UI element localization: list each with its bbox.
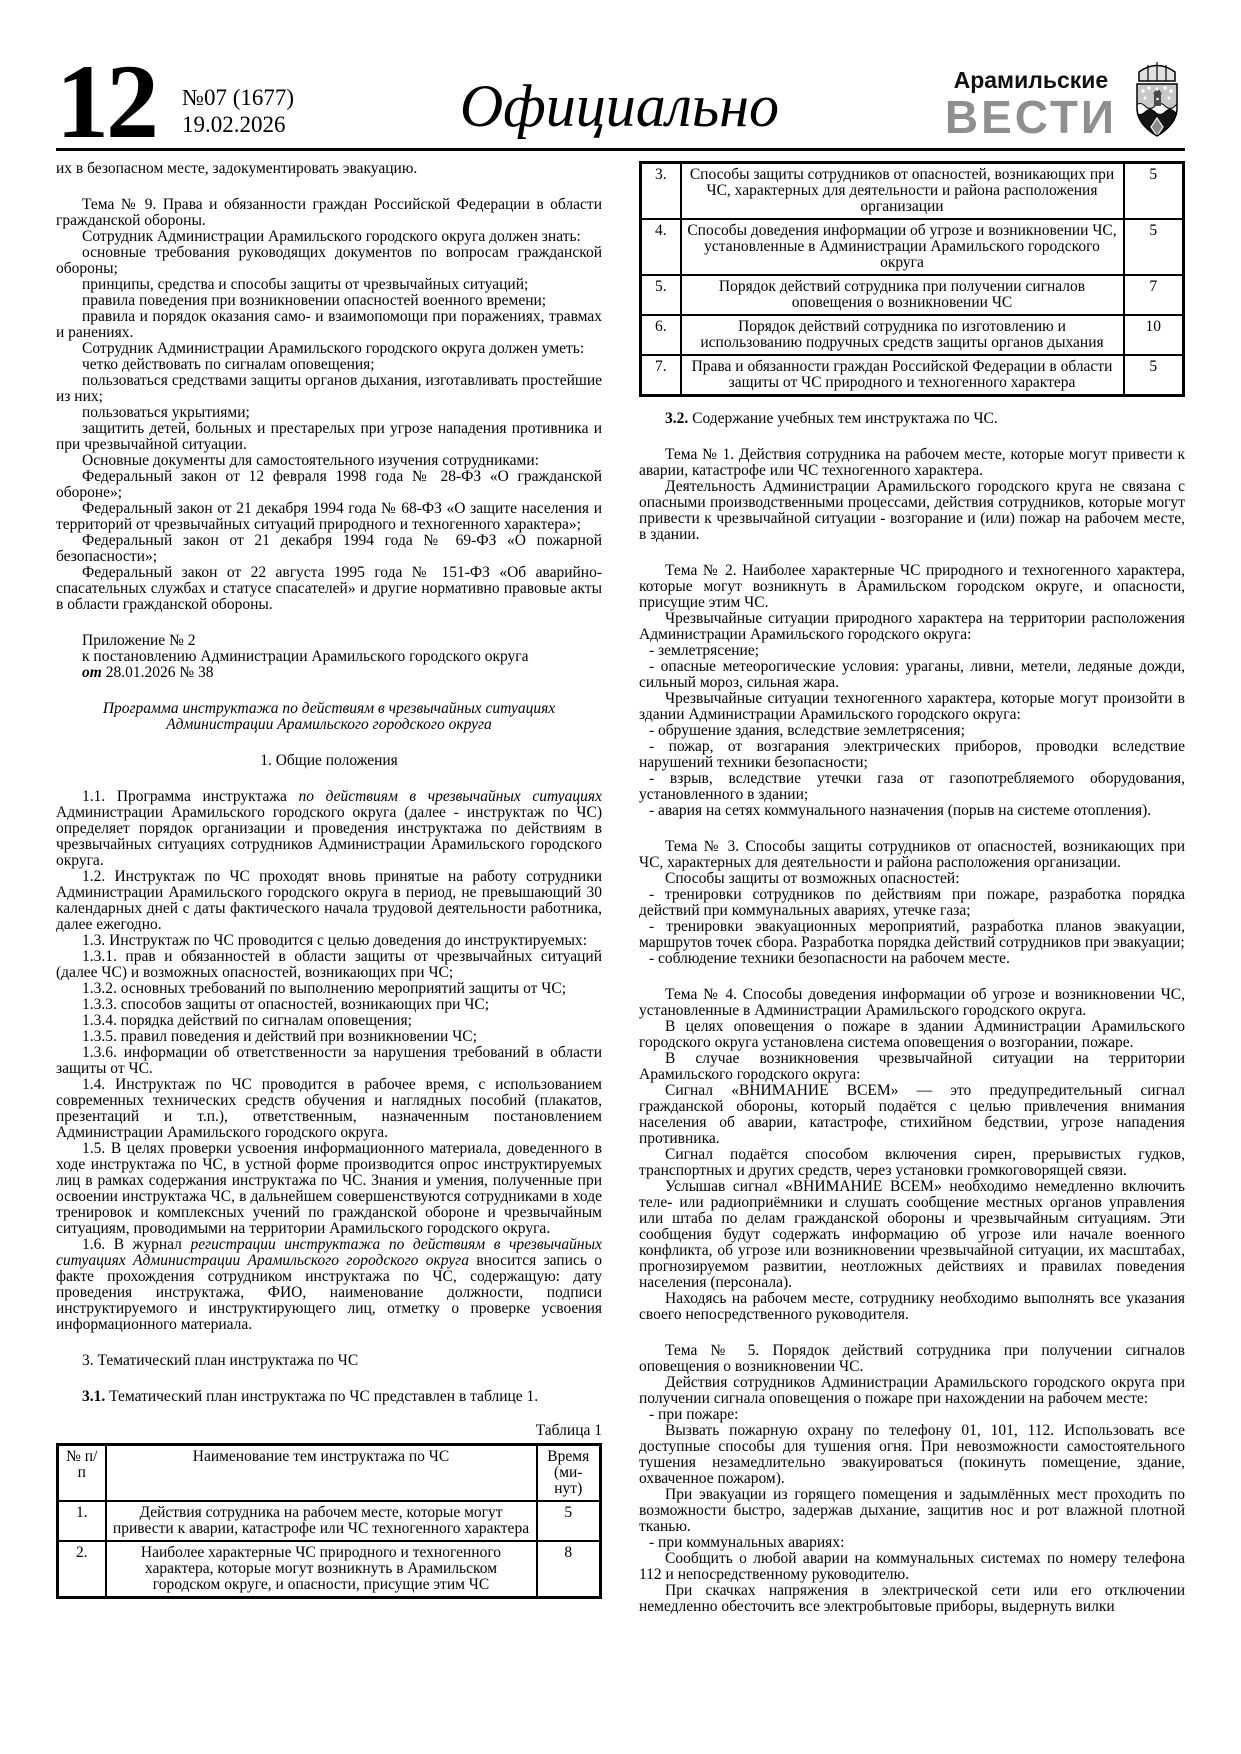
right-column	[639, 161, 1185, 1615]
paragraph: Федеральный закон от 21 декабря 1994 года № 69-ФЗ «О пожарной безопасности»;	[56, 532, 602, 565]
issue-date: 19.02.2026	[182, 111, 286, 137]
paragraph: пользоваться средствами защиты органов дыхания, изготавливать простейшие из них;	[56, 372, 602, 405]
paragraph: Сотрудник Администрации Арамильского городского округа должен уметь:	[82, 340, 585, 357]
column-header-num: № п/п	[58, 1445, 106, 1502]
paragraph: Услышав сигнал «ВНИМАНИЕ ВСЕМ» необходимо немедленно включить теле- или радиоприёмники и слушать сообщение местных органов управления или штаба по делам гражданской обороны и чрезвычайным ситуациям. Эти сообщения будут содержать информацию об угрозе или начале военного конфликта, об угрозе или возникновении чрезвычайной ситуации, их масштабах, прогнозируемом развитии, неотложных действиях и правилах поведения населения (персонала).	[639, 1178, 1185, 1291]
table-cell-time: 5	[1124, 355, 1184, 396]
paragraph: Программа инструктажа по действиям в чрезвычайных ситуациях Администрации Арамильского городского округа	[102, 700, 556, 733]
paragraph: к постановлению Администрации Арамильского городского округа	[82, 648, 529, 665]
paragraph: Действия сотрудников Администрации Арамильского городского округа при получении сигнала оповещения о пожаре при нахождении на рабочем месте:	[639, 1374, 1185, 1407]
masthead-rule	[56, 148, 1185, 151]
paragraph: Сообщить о любой аварии на коммунальных системах по номеру телефона 112 и непосредственному руководителю.	[639, 1550, 1185, 1583]
paragraph: Тема № 3. Способы защиты сотрудников от опасностей, возникающих при ЧС, характерных для деятельности и района расположения организации.	[639, 838, 1185, 871]
paragraph: пользоваться укрытиями;	[82, 404, 250, 421]
paragraph: 3.2. Содержание учебных тем инструктажа по ЧС.	[665, 410, 998, 427]
brand-name-bottom: ВЕСТИ	[944, 91, 1117, 143]
paragraph: - взрыв, вследствие утечки газа от газопотребляемого оборудования, установленного в здании;	[639, 770, 1185, 803]
table-cell-time: 5	[1124, 219, 1184, 275]
paragraph: При эвакуации из горящего помещения и задымлённых мест проходить по возможности быстро, задержав дыхание, защитив нос и рот влажной плотной тканью.	[639, 1486, 1185, 1535]
columns	[56, 161, 1185, 1615]
table-row	[641, 315, 1184, 355]
paragraph: Тема № 5. Порядок действий сотрудника при получении сигналов оповещения о возникновении ЧС.	[639, 1342, 1185, 1375]
table-cell-name: Порядок действий сотрудника по изготовлению и использованию подручных средств защиты органов дыхания	[681, 315, 1124, 355]
table-cell-num: 1.	[58, 1501, 106, 1541]
paragraph: 1.2. Инструктаж по ЧС проходят вновь принятые на работу сотрудники Администрации Арамильского городского округа в период, не превышающий 30 календарных дней с даты фактического начала трудовой деятельности работника, далее ежегодно.	[56, 868, 602, 933]
paragraph: 1.3.5. правил поведения и действий при возникновении ЧС;	[82, 1028, 477, 1045]
paragraph: 1.3.2. основных требований по выполнению мероприятий защиты от ЧС;	[82, 980, 566, 997]
paragraph: Сотрудник Администрации Арамильского городского округа должен знать:	[82, 228, 581, 245]
paragraph: - авария на сетях коммунального назначения (порыв на системе отопления).	[649, 802, 1152, 819]
topic-plan-table-right	[639, 161, 1185, 397]
paragraph: защитить детей, больных и престарелых при угрозе нападения противника и при чрезвычайной ситуации.	[56, 420, 602, 453]
table-cell-name: Порядок действий сотрудника при получении сигналов оповещения о возникновении ЧС	[681, 275, 1124, 315]
table-cell-num: 7.	[641, 355, 681, 396]
paragraph: - пожар, от возгарания электрических приборов, проводки вследствие нарушений техники безопасности;	[639, 738, 1185, 771]
coat-of-arms-icon	[1129, 56, 1185, 140]
topic-plan-table-left	[56, 1443, 602, 1599]
paragraph: Вызвать пожарную охрану по телефону 01, 101, 112. Использовать все доступные способы для тушения огня. При невозможности самостоятельного тушения незамедлительно эвакуироваться (покинуть помещение, здание, охваченное пожаром).	[639, 1422, 1185, 1487]
paragraph: основные требования руководящих документов по вопросам гражданской обороны;	[56, 244, 602, 277]
table-cell-time: 8	[537, 1541, 601, 1598]
brand-wordmark	[944, 67, 1117, 143]
paragraph: Федеральный закон от 21 декабря 1994 года № 68-ФЗ «О защите населения и территорий от чрезвычайных ситуаций природного и техногенного характера»;	[56, 500, 602, 533]
table-cell-num: 4.	[641, 219, 681, 275]
paragraph: 1.3.1. прав и обязанностей в области защиты от чрезвычайных ситуаций (далее ЧС) и возможных опасностей, возникающих при ЧС;	[56, 948, 602, 981]
table-header-row	[58, 1445, 601, 1502]
table-cell-name: Способы защиты сотрудников от опасностей, возникающих при ЧС, характерных для деятельности и района расположения организации	[681, 163, 1124, 220]
table-cell-name: Действия сотрудника на рабочем месте, которые могут привести к аварии, катастрофе или ЧС техногенного характера	[106, 1501, 537, 1541]
paragraph: При скачках напряжения в электрической сети или его отключении немедленно обесточить все электробытовые приборы, выдернуть вилки	[639, 1582, 1185, 1615]
paragraph: Тема № 4. Способы доведения информации об угрозе и возникновении ЧС, установленные в Администрации Арамильского городского округа.	[639, 986, 1185, 1019]
paragraph: Сигнал «ВНИМАНИЕ ВСЕМ» — это предупредительный сигнал гражданской обороны, который подаётся с целью привлечения внимания населения об аварии, катастрофе, стихийном бедствии, угрозе нападения противника.	[639, 1082, 1185, 1147]
table-cell-num: 2.	[58, 1541, 106, 1598]
paragraph: Тема № 9. Права и обязанности граждан Российской Федерации в области гражданской обороны.	[56, 196, 602, 229]
table-cell-name: Наиболее характерные ЧС природного и техногенного характера, которые могут возникнуть в Арамильском городском округе, и опасности, присущие этим ЧС	[106, 1541, 537, 1598]
paragraph: - при коммунальных авариях:	[649, 1534, 845, 1551]
paragraph: - при пожаре:	[649, 1406, 739, 1423]
paragraph: от 28.01.2026 № 38	[82, 664, 214, 681]
table-cell-num: 5.	[641, 275, 681, 315]
paragraph: 3. Тематический план инструктажа по ЧС	[82, 1352, 359, 1369]
page-number: 12	[56, 42, 156, 160]
issue-block	[182, 84, 294, 140]
paragraph: 1.1. Программа инструктажа по действиям в чрезвычайных ситуациях Администрации Арамильского городского округа (далее - инструктаж по ЧС) определяет порядок организации и проведения инструктажа по действиям в чрезвычайных ситуациях сотрудников Администрации Арамильского городского округа.	[56, 788, 602, 869]
left-column	[56, 161, 602, 1599]
table-row	[641, 163, 1184, 220]
brand-name-top: Арамильские	[953, 67, 1109, 93]
table-cell-time: 7	[1124, 275, 1184, 315]
paragraph: В целях оповещения о пожаре в здании Администрации Арамильского городского округа установлена система оповещения о возгорании, пожаре.	[639, 1018, 1185, 1051]
paragraph: Тема № 2. Наиболее характерные ЧС природного и техногенного характера, которые могут возникнуть в Арамильском городском округе, и опасности, присущие этим ЧС.	[639, 562, 1185, 611]
paragraph: - опасные метеорогические условия: ураганы, ливни, метели, ледяные дожди, сильный мороз, сильная жара.	[639, 658, 1185, 691]
paragraph: 1.3.3. способов защиты от опасностей, возникающих при ЧС;	[82, 996, 490, 1013]
table-cell-time: 10	[1124, 315, 1184, 355]
paragraph: Федеральный закон от 12 февраля 1998 года № 28-ФЗ «О гражданской обороне»;	[56, 468, 602, 501]
paragraph: 1.3.4. порядка действий по сигналам оповещения;	[82, 1012, 412, 1029]
paragraph: Деятельность Администрации Арамильского городского круга не связана с опасными производственными процессами, действия сотрудников, которые могут привести к чрезвычайной ситуации - возгорание и (или) пожар на рабочем месте, в здании.	[639, 478, 1185, 543]
paragraph: Тема № 1. Действия сотрудника на рабочем месте, которые могут привести к аварии, катастрофе или ЧС техногенного характера.	[639, 446, 1185, 479]
paragraph: 1.5. В целях проверки усвоения информационного материала, доведенного в ходе инструктажа по ЧС, в устной форме производится опрос инструктируемых лиц в рамках содержания инструктажа по ЧС. Знания и умения, полученные при освоении инструктажа ЧС, в дальнейшем совершенствуются сотрудниками в ходе тренировок и комплексных учений по гражданской обороне и чрезвычайным ситуациям, проводимыми на территории Арамильского городского округа.	[56, 1140, 602, 1237]
table-row	[641, 355, 1184, 396]
table-cell-num: 6.	[641, 315, 681, 355]
paragraph: Чрезвычайные ситуации природного характера на территории расположения Администрации Арамильского городского округа:	[639, 610, 1185, 643]
table-cell-num: 3.	[641, 163, 681, 220]
column-header-name: Наименование тем инструктажа по ЧС	[106, 1445, 537, 1502]
left-column-text	[56, 161, 602, 1405]
paragraph: правила и порядок оказания само- и взаимопомощи при поражениях, травмах и ранениях.	[56, 308, 602, 341]
paragraph: 1. Общие положения	[260, 752, 398, 769]
paragraph: - тренировки эвакуационных мероприятий, разработка планов эвакуации, маршрутов точек сбора. Разработка порядка действий сотрудников при эвакуации;	[639, 918, 1185, 951]
brand	[944, 56, 1185, 143]
paragraph: их в безопасном месте, задокументировать эвакуацию.	[56, 160, 418, 177]
paragraph: Чрезвычайные ситуации техногенного характера, которые могут произойти в здании Администрации Арамильского городского округа:	[639, 690, 1185, 723]
column-header-time: Время (ми-нут)	[537, 1445, 601, 1502]
table-cell-time: 5	[537, 1501, 601, 1541]
table-cell-time: 5	[1124, 163, 1184, 220]
paragraph: Основные документы для самостоятельного изучения сотрудниками:	[82, 452, 539, 469]
paragraph: - тренировки сотрудников по действиям при пожаре, разработка порядка действий при коммунальных авариях, утечке газа;	[639, 886, 1185, 919]
paragraph: В случае возникновения чрезвычайной ситуации на территории Арамильского городского округа:	[639, 1050, 1185, 1083]
paragraph: Федеральный закон от 22 августа 1995 года № 151-ФЗ «Об аварийно-спасательных службах и статусе спасателей» и другие нормативно правовые акты в области гражданской обороны.	[56, 564, 602, 613]
paragraph: 3.1. Тематический план инструктажа по ЧС представлен в таблице 1.	[82, 1388, 539, 1405]
paragraph: 1.4. Инструктаж по ЧС проводится в рабочее время, с использованием современных технических средств обучения и наглядных пособий (плакатов, презентаций и т.п.), ответственным, назначенным постановлением Администрации Арамильского городского округа.	[56, 1076, 602, 1141]
paragraph: четко действовать по сигналам оповещения;	[82, 356, 375, 373]
right-column-text	[639, 411, 1185, 1615]
issue-number: №07 (1677)	[182, 84, 295, 110]
paragraph: - обрушение здания, вследствие землетрясения;	[649, 722, 965, 739]
paragraph: Приложение № 2	[82, 632, 196, 649]
paragraph: 1.3. Инструктаж по ЧС проводится с целью доведения до инструктируемых:	[82, 932, 588, 949]
paragraph: 1.6. В журнал регистрации инструктажа по действиям в чрезвычайных ситуациях Администрации Арамильского городского округа вносится запись о факте прохождения сотрудником инструктажа по ЧС, содержащую: дату проведения инструктажа, ФИО, наименование должности, подписи инструктируемого и инструктирующего лиц, отметку о проверке усвоения информационного материала.	[56, 1236, 603, 1333]
paragraph: Сигнал подаётся способом включения сирен, прерывистых гудков, транспортных и других средств, через установки громкоговорящей связи.	[639, 1146, 1185, 1179]
paragraph: правила поведения при возникновении опасностей военного времени;	[82, 292, 547, 309]
paragraph: Находясь на рабочем месте, сотруднику необходимо выполнять все указания своего непосредственного руководителя.	[639, 1290, 1185, 1323]
table-row	[58, 1501, 601, 1541]
masthead	[56, 40, 1185, 160]
paragraph: принципы, средства и способы защиты от чрезвычайных ситуаций;	[82, 276, 529, 293]
paragraph: 1.3.6. информации об ответственности за нарушения требований в области защиты от ЧС.	[56, 1044, 602, 1077]
table-caption: Таблица 1	[535, 1422, 602, 1439]
paragraph: - соблюдение техники безопасности на рабочем месте.	[649, 950, 1010, 967]
table-row	[641, 219, 1184, 275]
section-title: Официально	[459, 73, 780, 139]
paragraph: - землетрясение;	[649, 642, 760, 659]
paragraph: Способы защиты от возможных опасностей:	[665, 870, 960, 887]
table-cell-name: Права и обязанности граждан Российской Федерации в области защиты от ЧС природного и техногенного характера	[681, 355, 1124, 396]
table-row	[641, 275, 1184, 315]
table-row	[58, 1541, 601, 1598]
table-cell-name: Способы доведения информации об угрозе и возникновении ЧС, установленные в Администрации Арамильского городского округа	[681, 219, 1124, 275]
